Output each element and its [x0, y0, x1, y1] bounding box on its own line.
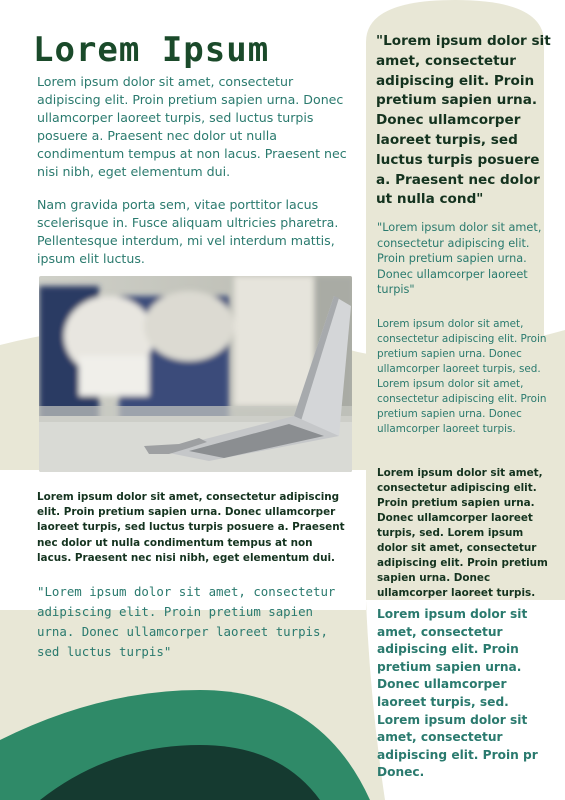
pull-quote: "Lorem ipsum dolor sit amet, consectetur adipiscing elit. Proin pretium sapien urna. Donec ullamcorper laoreet turpis, sed luctus turpis posuere a. Praesent nec dolor ut nulla cond" [376, 33, 551, 208]
laptop-photo [39, 276, 352, 472]
sidebar-bold-paragraph: Lorem ipsum dolor sit amet, consectetur adipiscing elit. Proin pretium sapien urna. Donec ullamcorper laoreet turpis, sed. Lorem ipsum dolor sit amet, consectetur adipiscing elit. Proin pretium sapien urna. Donec ullamcorper laoreet turpis. [377, 467, 548, 599]
monospace-quote: "Lorem ipsum dolor sit amet, consectetur adipiscing elit. Proin pretium sapien urna. Donec ullamcorper laoreet turpis, sed luctus turpis" [37, 584, 336, 659]
intro-paragraph: Lorem ipsum dolor sit amet, consectetur adipiscing elit. Proin pretium sapien urna. Donec ullamcorper laoreet turpis, sed luctus turpis posuere a. Praesent nec dolor ut nulla condimentum tempus at non lacus. Praesent nec nisi nibh, eget elementum dui. [37, 74, 347, 179]
secondary-quote: "Lorem ipsum dolor sit amet, consectetur adipiscing elit. Proin pretium sapien urna. Donec ullamcorper laoreet turpis" [377, 221, 542, 297]
page-title: Lorem Ipsum [33, 30, 270, 70]
second-paragraph: Nam gravida porta sem, vitae porttitor lacus scelerisque in. Fusce aliquam ultricies pharetra. Pellentesque interdum, mi vel interdum mattis, ipsum elit luctus. [37, 197, 339, 266]
photo-caption: Lorem ipsum dolor sit amet, consectetur adipiscing elit. Proin pretium sapien urna. Donec ullamcorper laoreet turpis, sed luctus turpis posuere a. Praesent nec dolor ut nulla condimentum tempus at non lacus. Praesent nec nisi nibh, eget elementum dui. [37, 491, 345, 564]
sidebar-teal-paragraph: Lorem ipsum dolor sit amet, consectetur adipiscing elit. Proin pretium sapien urna. Donec ullamcorper laoreet turpis, sed. Lorem ipsum dolor sit amet, consectetur adipiscing elit. Proin pr Donec. [377, 607, 538, 780]
sidebar-paragraph: Lorem ipsum dolor sit amet, consectetur adipiscing elit. Proin pretium sapien urna. Donec ullamcorper laoreet turpis, sed. Lorem ipsum dolor sit amet, consectetur adipiscing elit. Proin pretium sapien urna. Donec ullamcorper laoreet turpis. [377, 318, 547, 435]
